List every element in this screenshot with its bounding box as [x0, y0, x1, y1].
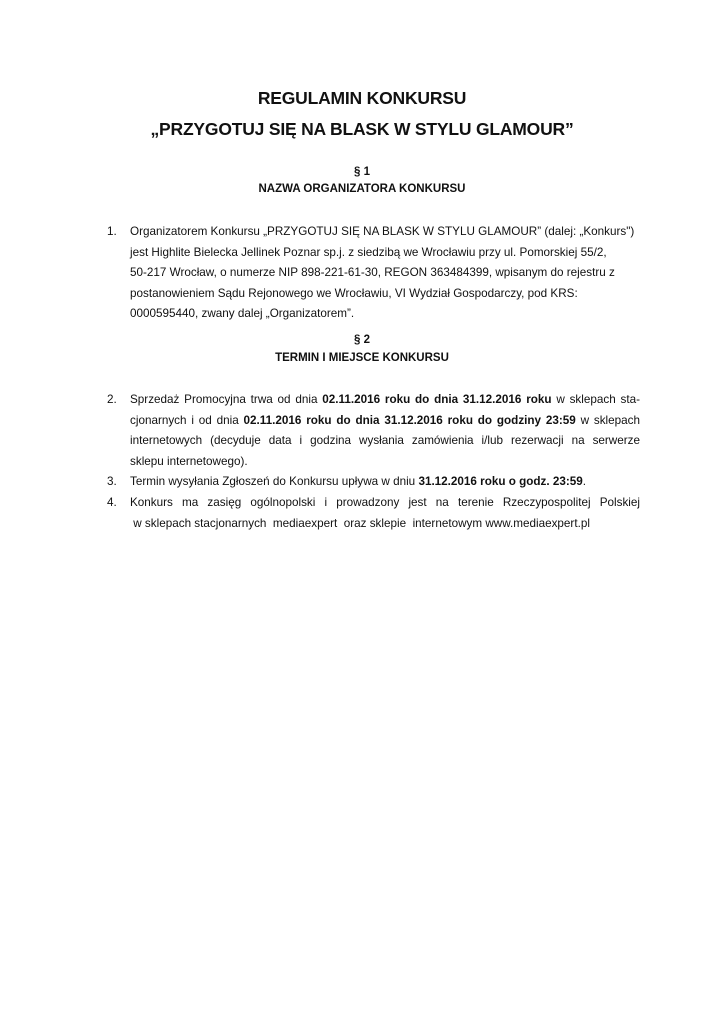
document-title: REGULAMIN KONKURSU: [257, 88, 467, 108]
text-line: Sprzedaż Promocyjna trwa od dnia 02.11.2016 roku do dnia 31.12.2016 roku w sklepach sta-: [130, 393, 640, 406]
list-item-text: [130, 222, 640, 325]
text-line: Termin wysyłania Zgłoszeń do Konkursu upływa w dniu 31.12.2016 roku o godz. 23:59.: [130, 475, 587, 489]
list-item-text: [130, 390, 640, 472]
list-item: [107, 390, 640, 472]
list-item-text: [130, 493, 640, 534]
section-2-list: [107, 390, 640, 534]
text-line: cjonarnych i od dnia 02.11.2016 roku do dnia 31.12.2016 roku do godziny 23:59 w sklepach: [130, 413, 640, 427]
section-2-heading: TERMIN I MIEJSCE KONKURSU: [275, 352, 449, 364]
text-line: internetowych (decyduje data i godzina wysłania zamówienia i/lub rezerwacji na serwerze: [130, 434, 640, 448]
list-item-text: [130, 472, 640, 493]
text-line: postanowieniem Sądu Rejonowego we Wrocławiu, VI Wydział Gospodarczy, pod KRS:: [130, 286, 578, 300]
section-1-number: § 1: [354, 166, 370, 178]
list-item: [107, 222, 640, 325]
list-item: [107, 493, 640, 534]
section-1-list: [107, 222, 640, 325]
list-item-number: 4.: [107, 495, 117, 509]
list-item-number: 3.: [107, 475, 117, 489]
text-line: w sklepach stacjonarnych mediaexpert oraz sklepie internetowym www.mediaexpert.pl: [130, 516, 590, 530]
list-item-number: 1.: [107, 225, 117, 238]
contest-name-title: „PRZYGOTUJ SIĘ NA BLASK W STYLU GLAMOUR”: [150, 119, 574, 139]
text-line: 0000595440, zwany dalej „Organizatorem”.: [130, 307, 355, 321]
text-line: Konkurs ma zasięg ogólnopolski i prowadzony jest na terenie Rzeczypospolitej Polskiej: [130, 495, 640, 509]
list-item: [107, 472, 640, 493]
list-item-number: 2.: [107, 393, 117, 406]
section-1-heading: NAZWA ORGANIZATORA KONKURSU: [258, 183, 466, 195]
section-2-number: § 2: [354, 334, 370, 346]
text-line: sklepu internetowego).: [130, 454, 248, 468]
text-line: 50-217 Wrocław, o numerze NIP 898-221-61-30, REGON 363484399, wpisanym do rejestru z: [130, 266, 615, 280]
text-line: jest Highlite Bielecka Jellinek Poznar sp.j. z siedzibą we Wrocławiu przy ul. Pomorskiej 55/2,: [130, 245, 607, 259]
text-line: Organizatorem Konkursu „PRZYGOTUJ SIĘ NA BLASK W STYLU GLAMOUR” (dalej: „Konkurs"): [130, 225, 635, 238]
